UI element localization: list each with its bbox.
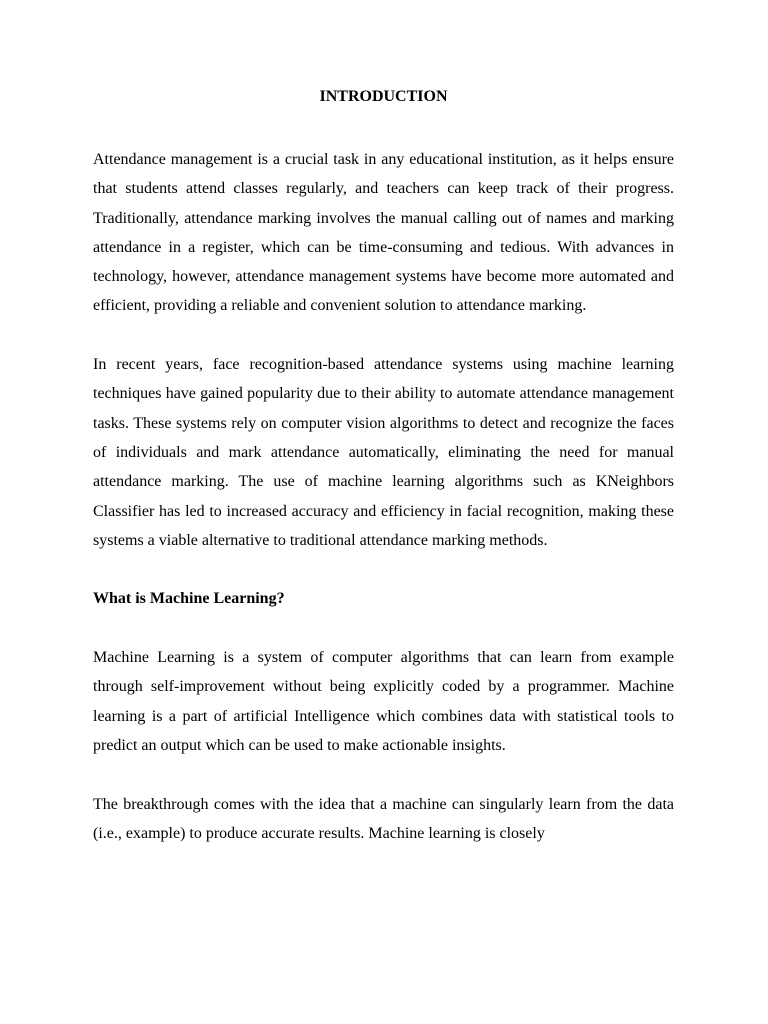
ml-paragraph-1: Machine Learning is a system of computer algorithms that can learn from example through self-improvement without being explicitly coded by a programmer. Machine learning is a part of artificial Intelligence which combines data with statistical tools to predict an output which can be used to make actionable insights. xyxy=(93,649,674,754)
intro-paragraph-2: In recent years, face recognition-based attendance systems using machine learning techniques have gained popularity due to their ability to automate attendance management tasks. These systems rely on computer vision algorithms to detect and recognize the faces of individuals and mark attendance automatically, eliminating the need for manual attendance marking. The use of machine learning algorithms such as KNeighbors Classifier has led to increased accuracy and efficiency in facial recognition, making these systems a viable alternative to traditional attendance marking methods. xyxy=(93,356,674,549)
intro-paragraph-1: Attendance management is a crucial task in any educational institution, as it helps ensure that students attend classes regularly, and teachers can keep track of their progress. Traditionally, attendance marking involves the manual calling out of names and marking attendance in a register, which can be time-consuming and tedious. With advances in technology, however, attendance management systems have become more automated and efficient, providing a reliable and convenient solution to attendance marking. xyxy=(93,151,674,315)
page-content xyxy=(93,86,674,877)
section-heading: What is Machine Learning? xyxy=(93,590,285,608)
page-title: INTRODUCTION xyxy=(319,88,448,105)
ml-paragraph-2: The breakthrough comes with the idea that a machine can singularly learn from the data (i.e., example) to produce accurate results. Machine learning is closely xyxy=(93,795,674,842)
